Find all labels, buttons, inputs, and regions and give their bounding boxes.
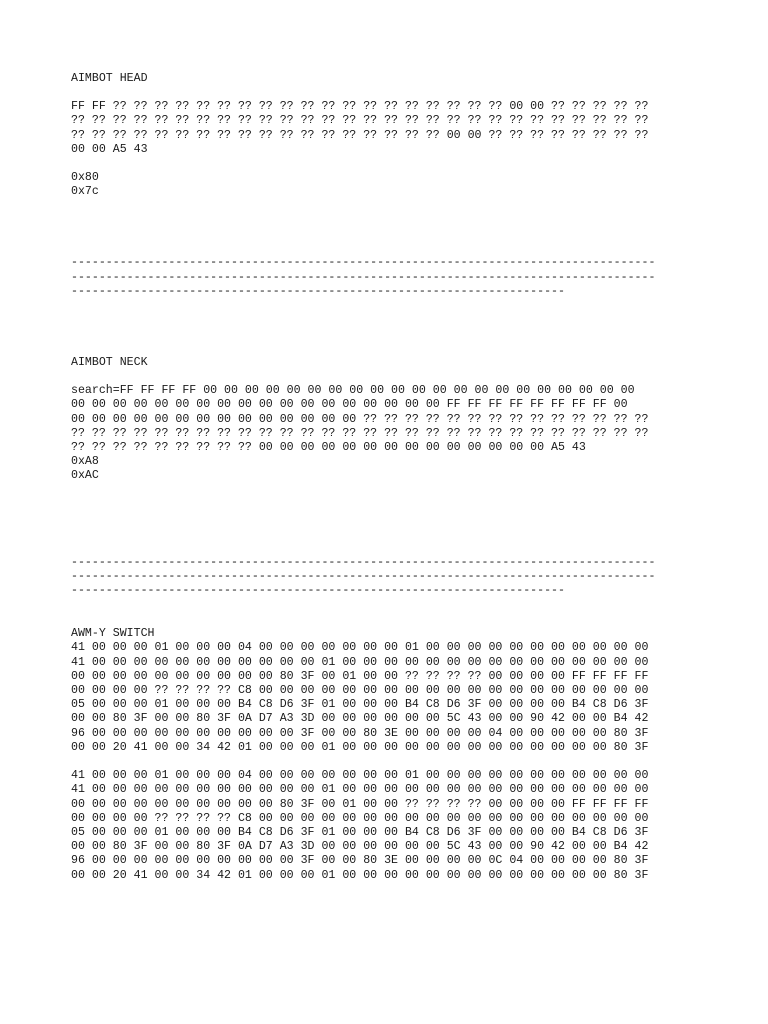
hex-line: 00 00 A5 43 <box>71 142 148 156</box>
offset-value: 0xAC <box>71 469 99 483</box>
separator-line: ------------------------------------------------------------------------------------ <box>71 256 656 270</box>
section-title: AWM-Y SWITCH <box>71 627 155 641</box>
section-awm-y-switch <box>71 627 711 882</box>
hex-line: FF FF ?? ?? ?? ?? ?? ?? ?? ?? ?? ?? ?? ?? ?? ?? ?? ?? ?? ?? ?? 00 00 ?? ?? ?? ?? ?? <box>71 100 649 114</box>
hex-line: 00 00 00 00 00 00 00 00 00 00 80 3F 00 01 00 00 ?? ?? ?? ?? 00 00 00 00 FF FF FF FF <box>71 797 649 811</box>
hex-line: 00 00 20 41 00 00 34 42 01 00 00 00 01 00 00 00 00 00 00 00 00 00 00 00 00 00 80 3F <box>71 740 649 754</box>
offset-value: 0x7c <box>71 185 99 199</box>
hex-line: ?? ?? ?? ?? ?? ?? ?? ?? ?? 00 00 00 00 00 00 00 00 00 00 00 00 00 00 A5 43 <box>71 441 586 455</box>
section-aimbot-head <box>71 72 711 199</box>
section-title: AIMBOT NECK <box>71 356 148 370</box>
hex-line: 41 00 00 00 01 00 00 00 04 00 00 00 00 00 00 00 01 00 00 00 00 00 00 00 00 00 00 00 <box>71 641 649 655</box>
hex-line: ?? ?? ?? ?? ?? ?? ?? ?? ?? ?? ?? ?? ?? ?? ?? ?? ?? ?? 00 00 ?? ?? ?? ?? ?? ?? ?? ?? <box>71 128 649 142</box>
separator <box>71 256 711 299</box>
hex-line: 41 00 00 00 00 00 00 00 00 00 00 00 01 00 00 00 00 00 00 00 00 00 00 00 00 00 00 00 <box>71 655 649 669</box>
offset-value: 0xA8 <box>71 455 99 469</box>
hex-pattern <box>71 641 711 755</box>
separator-line: ----------------------------------------------------------------------- <box>71 284 565 298</box>
hex-pattern-alt <box>71 769 711 883</box>
hex-line: 00 00 80 3F 00 00 80 3F 0A D7 A3 3D 00 00 00 00 00 00 5C 43 00 00 90 42 00 00 B4 42 <box>71 712 649 726</box>
separator <box>71 556 711 599</box>
separator-line: ------------------------------------------------------------------------------------ <box>71 569 656 583</box>
hex-pattern <box>71 100 711 157</box>
hex-line: 00 00 00 00 00 00 00 00 00 00 80 3F 00 01 00 00 ?? ?? ?? ?? 00 00 00 00 FF FF FF FF <box>71 669 649 683</box>
separator-line: ----------------------------------------------------------------------- <box>71 584 565 598</box>
hex-line: 00 00 20 41 00 00 34 42 01 00 00 00 01 00 00 00 00 00 00 00 00 00 00 00 00 00 80 3F <box>71 868 649 882</box>
hex-line: 41 00 00 00 00 00 00 00 00 00 00 00 01 00 00 00 00 00 00 00 00 00 00 00 00 00 00 00 <box>71 783 649 797</box>
hex-line: 41 00 00 00 01 00 00 00 04 00 00 00 00 00 00 00 01 00 00 00 00 00 00 00 00 00 00 00 <box>71 769 649 783</box>
document-page <box>71 72 711 883</box>
hex-pattern <box>71 384 711 455</box>
section-aimbot-neck <box>71 356 711 484</box>
hex-line: 05 00 00 00 01 00 00 00 B4 C8 D6 3F 01 00 00 00 B4 C8 D6 3F 00 00 00 00 B4 C8 D6 3F <box>71 825 649 839</box>
hex-line: 00 00 00 00 00 00 00 00 00 00 00 00 00 00 ?? ?? ?? ?? ?? ?? ?? ?? ?? ?? ?? ?? ?? ?? <box>71 412 649 426</box>
hex-line: ?? ?? ?? ?? ?? ?? ?? ?? ?? ?? ?? ?? ?? ?? ?? ?? ?? ?? ?? ?? ?? ?? ?? ?? ?? ?? ?? ?? <box>71 114 649 128</box>
hex-line: 00 00 00 00 ?? ?? ?? ?? C8 00 00 00 00 00 00 00 00 00 00 00 00 00 00 00 00 00 00 00 <box>71 811 649 825</box>
hex-line: 00 00 80 3F 00 00 80 3F 0A D7 A3 3D 00 00 00 00 00 00 5C 43 00 00 90 42 00 00 B4 42 <box>71 840 649 854</box>
section-title: AIMBOT HEAD <box>71 72 148 85</box>
separator-line: ------------------------------------------------------------------------------------ <box>71 270 656 284</box>
hex-line: 00 00 00 00 00 00 00 00 00 00 00 00 00 00 00 00 00 00 FF FF FF FF FF FF FF FF 00 <box>71 398 628 412</box>
separator-line: ------------------------------------------------------------------------------------ <box>71 555 656 569</box>
offset-value: 0x80 <box>71 171 99 185</box>
hex-line: 96 00 00 00 00 00 00 00 00 00 00 3F 00 00 80 3E 00 00 00 00 0C 04 00 00 00 00 80 3F <box>71 854 649 868</box>
hex-line: search=FF FF FF FF 00 00 00 00 00 00 00 00 00 00 00 00 00 00 00 00 00 00 00 00 00 <box>71 384 635 398</box>
hex-line: 96 00 00 00 00 00 00 00 00 00 00 3F 00 00 80 3E 00 00 00 00 04 00 00 00 00 00 80 3F <box>71 726 649 740</box>
hex-line: ?? ?? ?? ?? ?? ?? ?? ?? ?? ?? ?? ?? ?? ?? ?? ?? ?? ?? ?? ?? ?? ?? ?? ?? ?? ?? ?? ?? <box>71 426 649 440</box>
offset-list <box>71 455 711 483</box>
offset-list <box>71 171 711 199</box>
hex-line: 05 00 00 00 01 00 00 00 B4 C8 D6 3F 01 00 00 00 B4 C8 D6 3F 00 00 00 00 B4 C8 D6 3F <box>71 698 649 712</box>
hex-line: 00 00 00 00 ?? ?? ?? ?? C8 00 00 00 00 00 00 00 00 00 00 00 00 00 00 00 00 00 00 00 <box>71 684 649 698</box>
